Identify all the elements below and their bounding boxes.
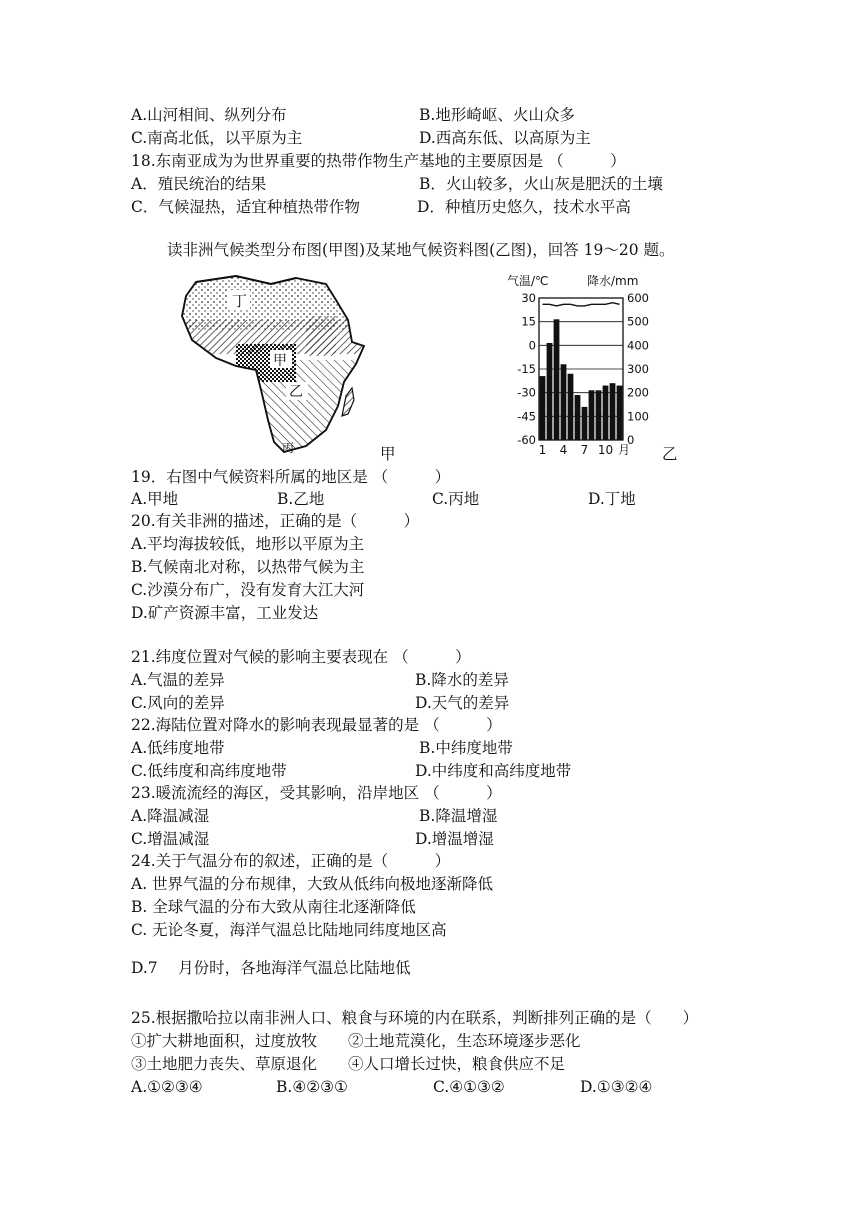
q18-option-b: B．火山较多，火山灰是肥沃的土壤 — [419, 175, 663, 193]
precip-bars — [540, 319, 623, 440]
q20-option-a: A.平均海拔较低，地形以平原为主 — [131, 535, 365, 553]
temp-tick-label: -15 — [517, 362, 536, 376]
precip-bar — [596, 390, 602, 440]
precip-bar — [575, 395, 581, 440]
q21-option-a: A.气温的差异 — [131, 671, 225, 689]
precip-tick-label: 100 — [627, 409, 649, 424]
q25-stem: 25.根据撒哈拉以南非洲人口、粮食与环境的内在联系，判断排列正确的是（ ） — [131, 1009, 699, 1027]
q22-option-c: C.低纬度和高纬度地带 — [131, 762, 287, 780]
precip-tick-label: 600 — [627, 291, 649, 305]
month-axis-label: 月 — [618, 443, 631, 457]
q20-option-c: C.沙漠分布广，没有发育大江大河 — [131, 581, 365, 599]
temp-tick-label: 30 — [521, 291, 536, 305]
q19-stem: 19．右图中气候资料所属的地区是 （ ） — [131, 468, 451, 486]
q24-stem: 24.关于气温分布的叙述，正确的是（ ） — [131, 852, 451, 870]
q17-option-b: B.地形崎岖、火山众多 — [419, 106, 575, 124]
temp-tick-label: -45 — [517, 409, 536, 424]
madagascar — [342, 388, 354, 416]
precip-bar — [540, 376, 546, 440]
q25-statement-1-2: ①扩大耕地面积，过度放牧 ②土地荒漠化，生态环境逐步恶化 — [131, 1032, 581, 1050]
precip-bar — [589, 390, 595, 440]
precip-bar — [582, 407, 588, 440]
precip-tick-label: 500 — [627, 314, 649, 329]
q20-stem: 20.有关非洲的描述，正确的是（ ） — [131, 512, 420, 530]
q23-option-a: A.降温减湿 — [131, 807, 210, 825]
precip-tick-label: 200 — [627, 385, 649, 400]
q18-stem: 18.东南亚成为为世界重要的热带作物生产基地的主要原因是 （ ） — [131, 152, 626, 170]
africa-climate-map — [176, 270, 406, 462]
precip-bar — [554, 319, 560, 440]
q19-option-d: D.丁地 — [588, 490, 636, 508]
x-tick-label: 10 — [597, 443, 614, 457]
x-tick-label: 1 — [538, 443, 547, 457]
q23-option-b: B.降温增湿 — [419, 807, 498, 825]
precip-bar — [561, 364, 567, 440]
q19-option-a: A.甲地 — [131, 490, 179, 508]
temp-tick-label: -30 — [517, 385, 536, 400]
q25-statement-3-4: ③土地肥力丧失、草原退化 ④人口增长过快，粮食供应不足 — [131, 1055, 566, 1073]
q22-option-d: D.中纬度和高纬度地带 — [415, 762, 572, 780]
precip-bar — [568, 374, 574, 440]
x-tick-label: 4 — [559, 443, 568, 457]
map-caption: 甲 — [380, 445, 396, 463]
q24-option-c: C. 无论冬夏，海洋气温总比陆地同纬度地区高 — [131, 921, 447, 939]
q19-option-b: B.乙地 — [277, 490, 325, 508]
q17-option-d: D.西高东低、以高原为主 — [419, 129, 591, 147]
temp-tick-labels — [517, 291, 536, 447]
q20-option-d: D.矿产资源丰富，工业发达 — [131, 604, 319, 622]
q17-option-a: A.山河相间、纵列分布 — [131, 106, 287, 124]
q24-option-b: B. 全球气温的分布大致从南往北逐渐降低 — [131, 898, 416, 916]
precip-bar — [617, 386, 623, 440]
precip-tick-labels — [627, 291, 649, 447]
q24-option-a: A. 世界气温的分布规律，大致从低纬向极地逐渐降低 — [131, 875, 494, 893]
q23-option-c: C.增温减湿 — [131, 830, 210, 848]
map-label-ding: 丁 — [232, 292, 248, 310]
q22-option-b: B.中纬度地带 — [419, 739, 513, 757]
precip-axis-label: 降水/mm — [587, 274, 639, 288]
map-label-yi: 乙 — [289, 384, 303, 400]
temp-axis-label: 气温/℃ — [507, 274, 549, 288]
map-label-jia: 甲 — [273, 353, 287, 369]
precip-bar — [547, 343, 553, 440]
q21-option-b: B.降水的差异 — [415, 671, 509, 689]
q20-option-b: B.气候南北对称，以热带气候为主 — [131, 558, 365, 576]
temp-tick-label: -60 — [517, 433, 536, 447]
q24-option-d: D.7 月份时，各地海洋气温总比陆地低 — [131, 959, 411, 977]
q25-option-b: B.④②③① — [276, 1078, 348, 1096]
chart-caption: 乙 — [662, 445, 678, 463]
figure-intro: 读非洲气候类型分布图(甲图)及某地气候资料图(乙图)，回答 19～20 题。 — [167, 241, 675, 259]
q23-option-d: D.增温增湿 — [415, 830, 494, 848]
x-tick-labels — [539, 443, 613, 457]
precip-bar — [610, 383, 616, 440]
q21-option-d: D.天气的差异 — [415, 694, 510, 712]
q25-option-d: D.①③②④ — [580, 1078, 653, 1096]
map-label-bing: 丙 — [282, 441, 295, 455]
q23-stem: 23.暖流流经的海区，受其影响，沿岸地区 （ ） — [131, 784, 502, 802]
q25-option-c: C.④①③② — [433, 1078, 505, 1096]
q18-option-c: C．气候湿热，适宜种植热带作物 — [131, 198, 360, 216]
q22-stem: 22.海陆位置对降水的影响表现最显著的是 （ ） — [131, 716, 502, 734]
q19-option-c: C.丙地 — [432, 490, 480, 508]
temp-tick-label: 0 — [528, 338, 536, 353]
precip-bar — [603, 386, 609, 440]
temp-tick-label: 15 — [521, 314, 536, 329]
precip-tick-label: 400 — [627, 338, 649, 353]
precip-tick-label: 300 — [627, 362, 649, 376]
q21-option-c: C.风向的差异 — [131, 694, 225, 712]
climate-chart — [503, 270, 663, 460]
q22-option-a: A.低纬度地带 — [131, 739, 225, 757]
precip-tick-label: 0 — [627, 433, 635, 447]
q18-option-d: D．种植历史悠久，技术水平高 — [417, 198, 631, 216]
q17-option-c: C.南高北低，以平原为主 — [131, 129, 303, 147]
q25-option-a: A.①②③④ — [131, 1078, 203, 1096]
temp-line — [543, 303, 620, 306]
q21-stem: 21.纬度位置对气候的影响主要表现在 （ ） — [131, 648, 471, 666]
x-tick-label: 7 — [580, 443, 589, 457]
q18-option-a: A．殖民统治的结果 — [131, 175, 267, 193]
